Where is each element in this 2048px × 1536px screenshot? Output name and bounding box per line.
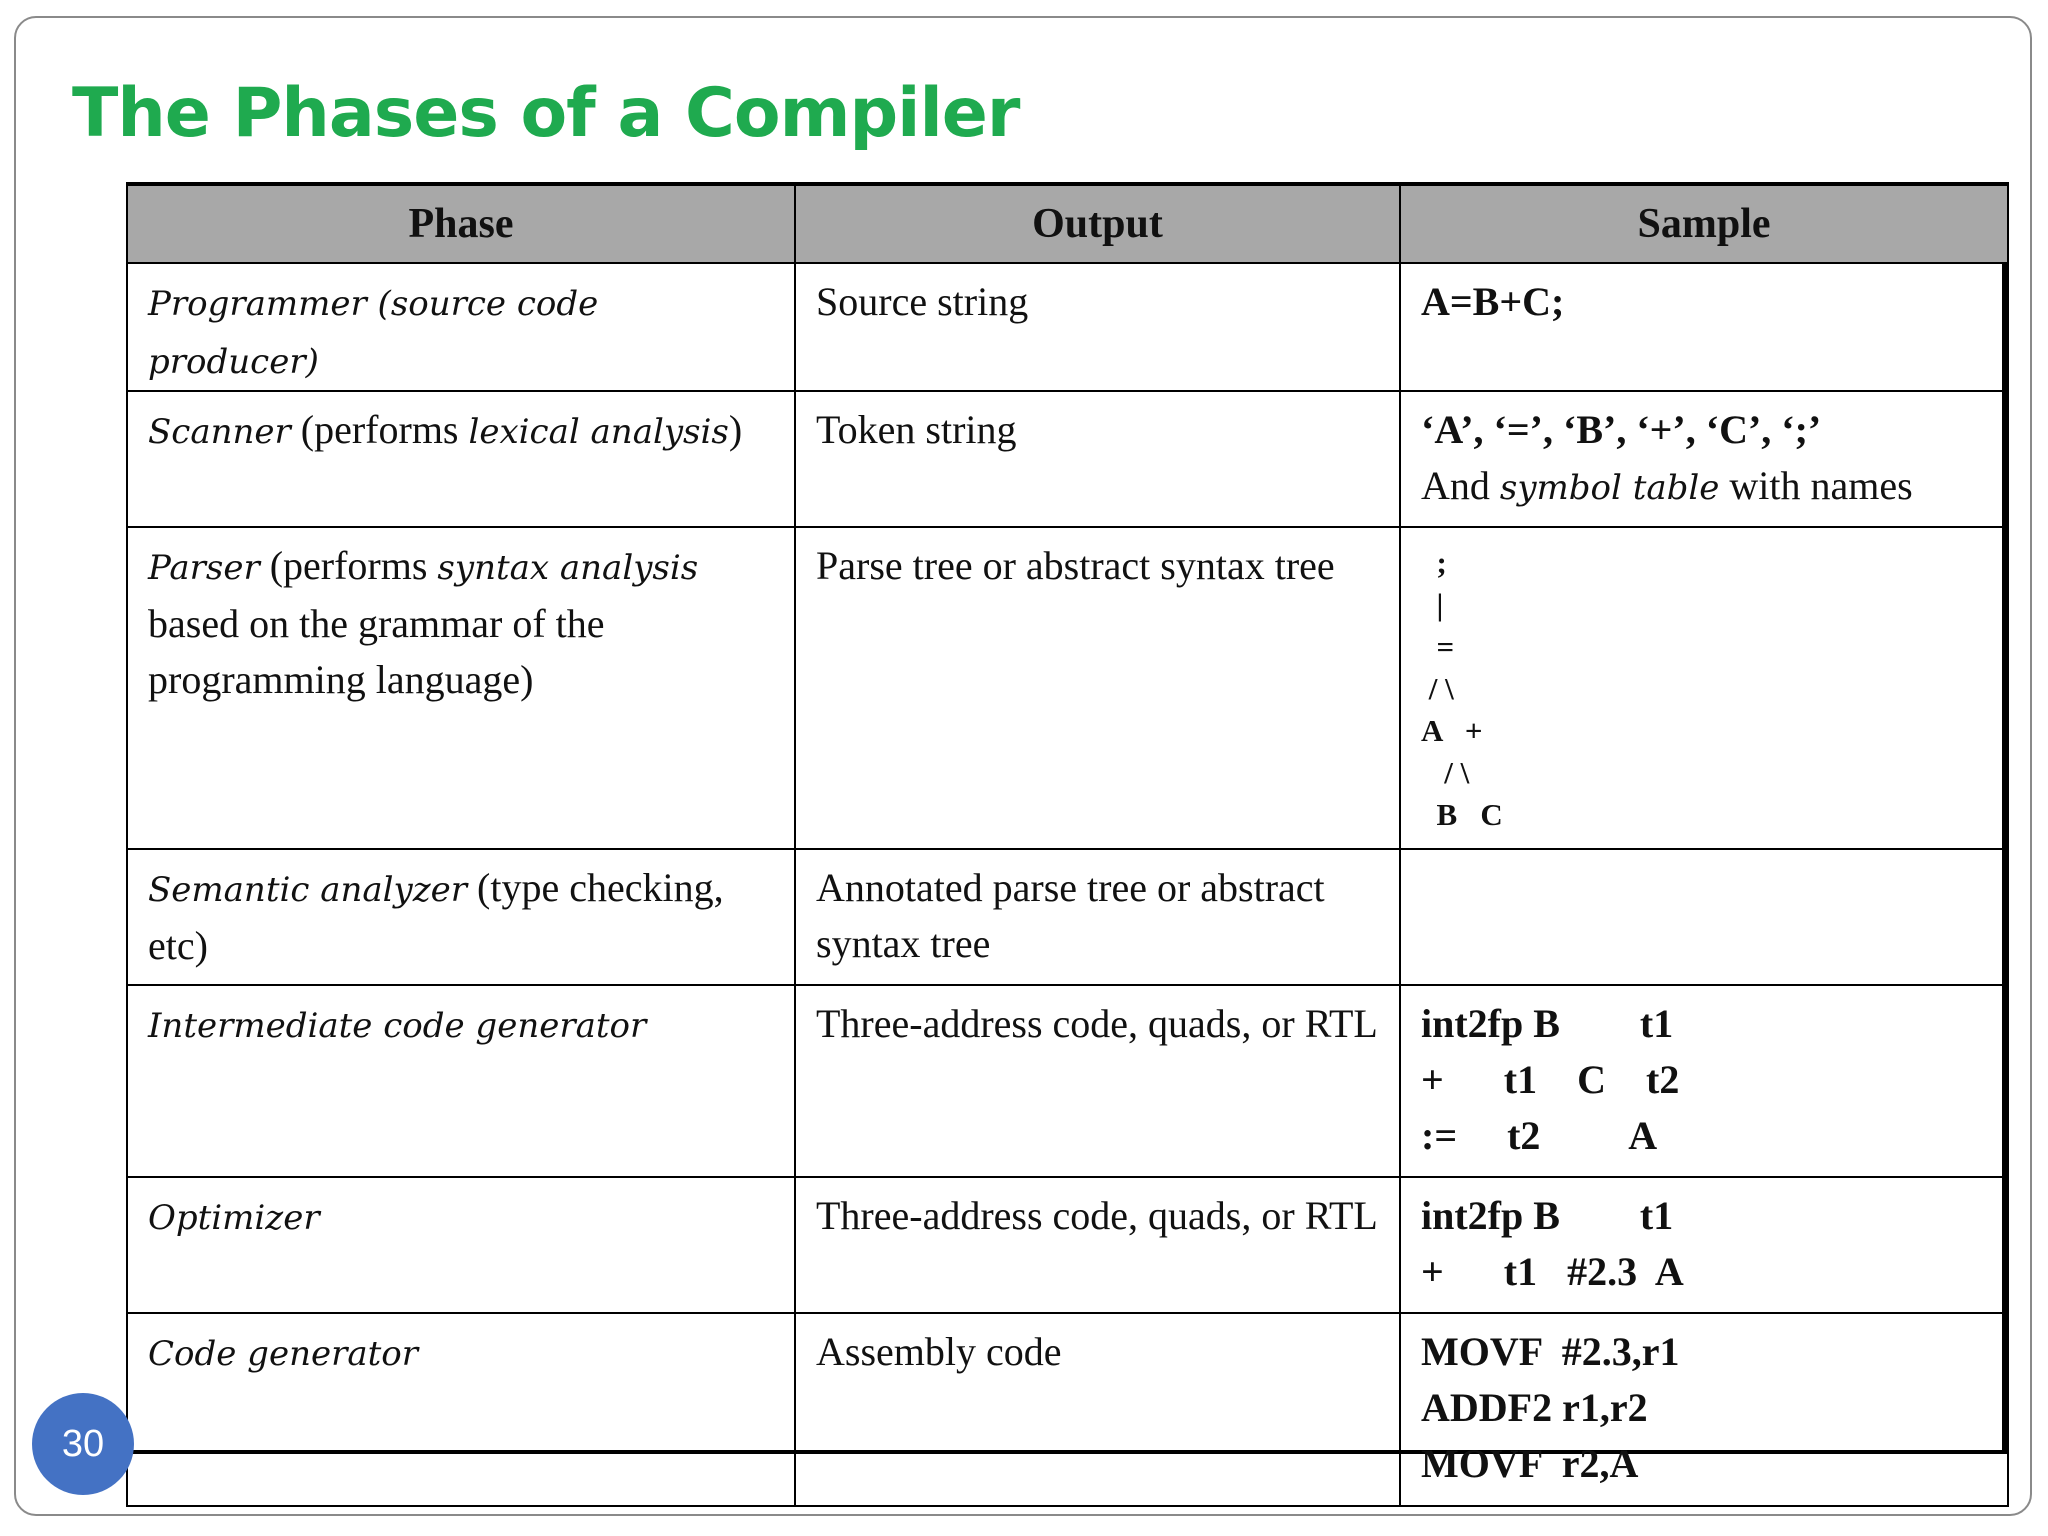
tree-line: ; (1421, 545, 1447, 580)
tree-line: = (1421, 629, 1455, 664)
table-row (127, 1313, 2008, 1506)
table-row (127, 391, 2008, 527)
tree-line: | (1421, 587, 1444, 622)
phase-cell (127, 391, 795, 527)
phases-table (126, 182, 2009, 1507)
sample-term: symbol table (1499, 468, 1720, 508)
tree-line: B C (1421, 797, 1503, 832)
output-cell: Three-address code, quads, or RTL (795, 985, 1400, 1177)
phase-cell (127, 849, 795, 985)
sample-line (1421, 458, 1987, 516)
sample-line: ‘A’, ‘=’, ‘B’, ‘+’, ‘C’, ‘;’ (1421, 407, 1822, 452)
sample-text: And (1421, 463, 1500, 508)
table-row (127, 263, 2008, 391)
phase-name: Optimizer (148, 1198, 320, 1238)
sample-cell (1400, 849, 2008, 985)
sample-line: + t1 #2.3 A (1421, 1249, 1684, 1294)
sample-cell (1400, 1313, 2008, 1506)
sample-line: := t2 A (1421, 1113, 1658, 1158)
phase-term: syntax analysis (437, 548, 699, 588)
phase-name: Intermediate code generator (148, 1006, 647, 1046)
table-row (127, 1177, 2008, 1313)
tree-line: A + (1421, 713, 1483, 748)
phase-text: based on the grammar of the programming language) (148, 601, 605, 702)
header-sample: Sample (1400, 184, 2008, 263)
sample-text: with names (1719, 463, 1913, 508)
phase-name: Code generator (148, 1334, 418, 1374)
phase-cell (127, 1177, 795, 1313)
parse-tree (1421, 538, 1987, 836)
phase-cell (127, 263, 795, 391)
phase-text: ) (728, 407, 743, 452)
phase-name: Programmer (source code producer) (148, 284, 599, 382)
table-header-row (127, 184, 2008, 263)
sample-line: ADDF2 r1,r2 (1421, 1385, 1648, 1430)
phase-text: (performs (290, 407, 469, 452)
sample-line: MOVF #2.3,r1 (1421, 1329, 1680, 1374)
phases-table-container (126, 182, 2007, 1486)
sample-cell (1400, 985, 2008, 1177)
phase-text: (performs (259, 543, 438, 588)
page-number-badge: 30 (32, 1393, 134, 1495)
sample-line: int2fp B t1 (1421, 1193, 1674, 1238)
output-cell: Three-address code, quads, or RTL (795, 1177, 1400, 1313)
phase-name: Semantic analyzer (148, 870, 468, 910)
header-output: Output (795, 184, 1400, 263)
sample-line: A=B+C; (1421, 279, 1565, 324)
phase-name: Parser (148, 548, 260, 588)
phase-cell (127, 985, 795, 1177)
output-cell: Source string (795, 263, 1400, 391)
table-row (127, 985, 2008, 1177)
slide-title: The Phases of a Compiler (72, 74, 1020, 153)
phase-name: Scanner (148, 412, 291, 452)
table-row (127, 527, 2008, 849)
sample-line: int2fp B t1 (1421, 1001, 1674, 1046)
output-cell: Annotated parse tree or abstract syntax tree (795, 849, 1400, 985)
output-cell: Assembly code (795, 1313, 1400, 1506)
phase-text: (type checking, etc) (148, 865, 724, 968)
sample-cell (1400, 263, 2008, 391)
phase-cell (127, 1313, 795, 1506)
sample-cell (1400, 1177, 2008, 1313)
sample-line: MOVF r2,A (1421, 1441, 1639, 1486)
output-cell: Parse tree or abstract syntax tree (795, 527, 1400, 849)
tree-line: / \ (1421, 671, 1454, 706)
header-phase: Phase (127, 184, 795, 263)
output-cell: Token string (795, 391, 1400, 527)
sample-cell (1400, 391, 2008, 527)
phase-term: lexical analysis (468, 412, 729, 452)
table-row (127, 849, 2008, 985)
sample-cell (1400, 527, 2008, 849)
sample-line: + t1 C t2 (1421, 1057, 1680, 1102)
phase-cell (127, 527, 795, 849)
tree-line: / \ (1421, 755, 1470, 790)
